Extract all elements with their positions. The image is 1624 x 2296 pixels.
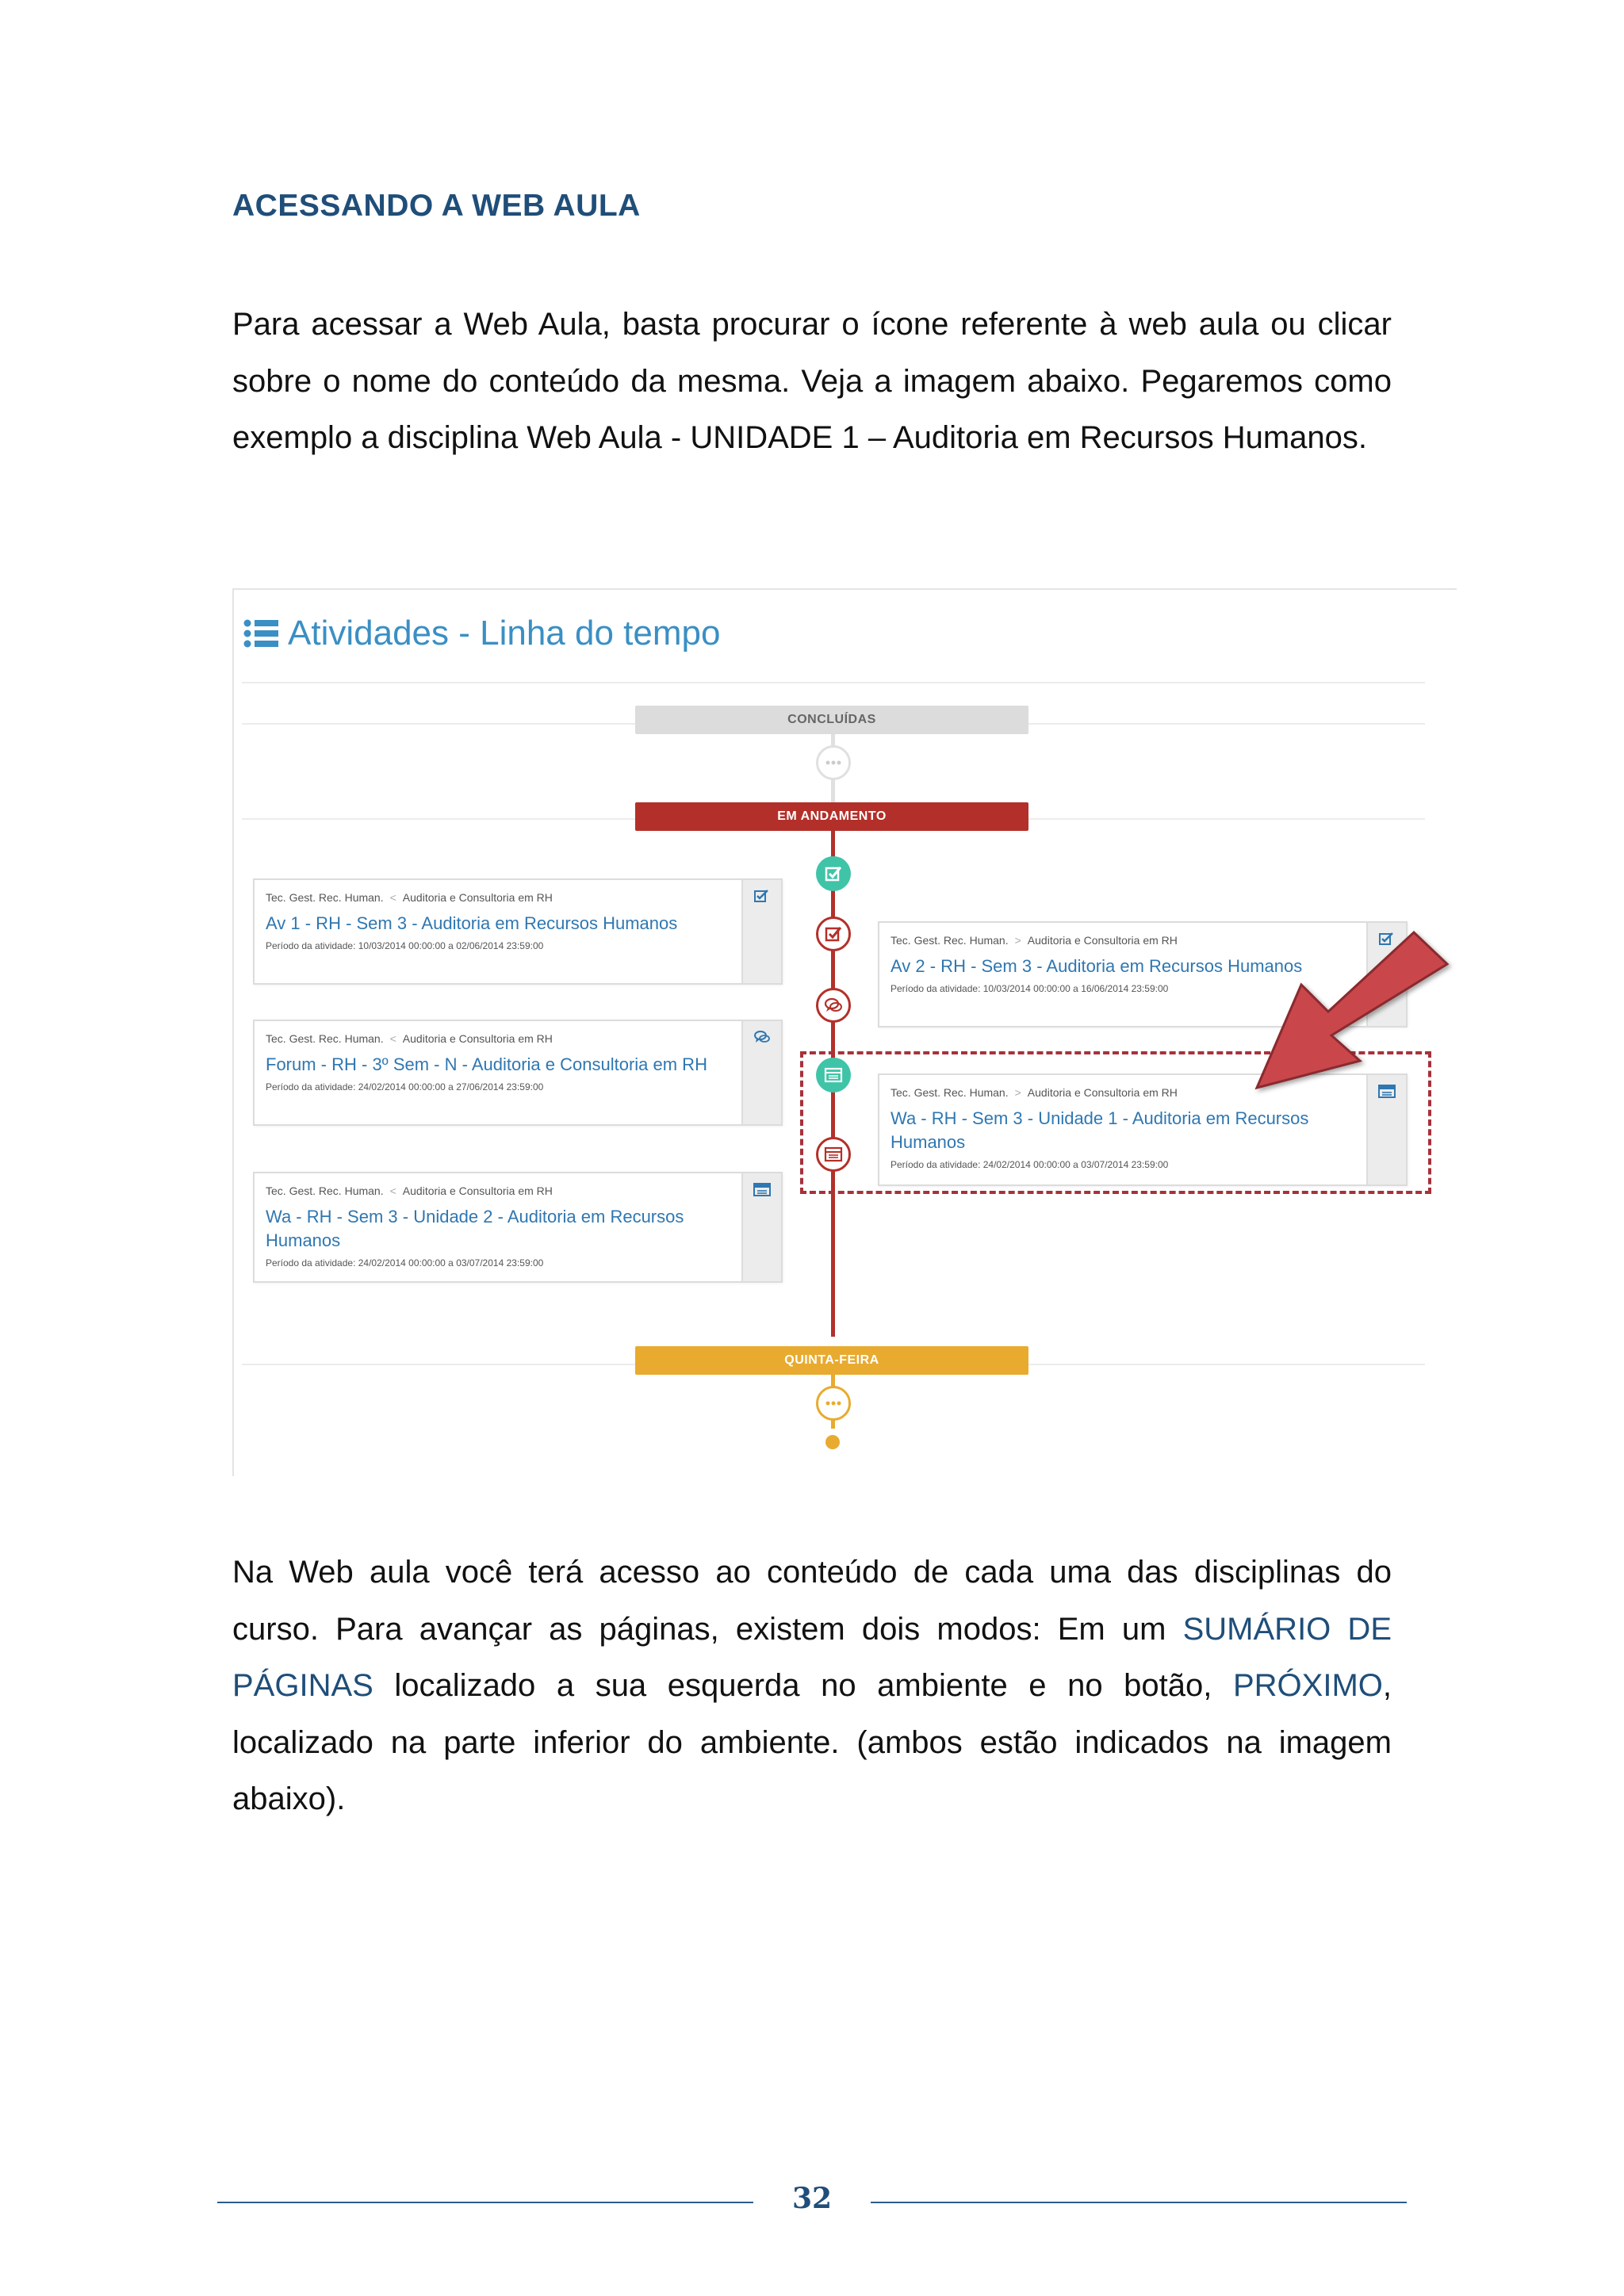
card-breadcrumb: Tec. Gest. Rec. Human. > Auditoria e Consultoria em RH bbox=[891, 1086, 1178, 1099]
activity-card[interactable] bbox=[253, 1172, 783, 1283]
card-title-link[interactable]: Wa - RH - Sem 3 - Unidade 2 - Auditoria em Recursos Humanos bbox=[266, 1207, 684, 1250]
activity-card[interactable] bbox=[253, 878, 783, 985]
navigation-paragraph: Na Web aula você terá acesso ao conteúdo de cada uma das disciplinas do curso. Para avançar as páginas, existem dois modos: Em um SUMÁRIO DE PÁGINAS localizado a sua esquerda no ambiente e no botão, PRÓXIMO, localizado na parte inferior do ambiente. (ambos estão indicados na imagem abaixo). bbox=[232, 1555, 1392, 1816]
next-highlight: PRÓXIMO bbox=[1232, 1668, 1383, 1703]
card-breadcrumb: Tec. Gest. Rec. Human. < Auditoria e Consultoria em RH bbox=[266, 1032, 553, 1045]
section-title: ACESSANDO A WEB AULA bbox=[232, 189, 641, 223]
check-node-icon[interactable] bbox=[816, 916, 851, 951]
card-period: Período da atividade: 24/02/2014 00:00:00 a 27/06/2014 23:59:00 bbox=[266, 1081, 544, 1093]
status-done-bar[interactable]: CONCLUÍDAS bbox=[635, 706, 1028, 734]
divider bbox=[242, 682, 1425, 683]
timeline-screenshot bbox=[232, 588, 1457, 1476]
activity-card[interactable] bbox=[253, 1020, 783, 1126]
card-title-link[interactable]: Av 2 - RH - Sem 3 - Auditoria em Recursos Humanos bbox=[891, 956, 1303, 976]
card-title-link[interactable]: Av 1 - RH - Sem 3 - Auditoria em Recursos Humanos bbox=[266, 913, 678, 933]
intro-paragraph: Para acessar a Web Aula, basta procurar o ícone referente à web aula ou clicar sobre o nome do conteúdo da mesma. Veja a imagem abaixo. Pegaremos como exemplo a disciplina Web Aula - UNIDADE 1 – Auditoria em Recursos Humanos. bbox=[232, 307, 1392, 455]
card-period: Período da atividade: 24/02/2014 00:00:00 a 03/07/2014 23:59:00 bbox=[891, 1159, 1169, 1170]
card-side[interactable] bbox=[741, 1173, 781, 1281]
timeline-header bbox=[243, 614, 720, 653]
chat-icon[interactable] bbox=[753, 1029, 772, 1045]
chat-node-icon[interactable] bbox=[816, 988, 851, 1023]
card-breadcrumb: Tec. Gest. Rec. Human. < Auditoria e Consultoria em RH bbox=[266, 891, 553, 904]
checkbox-icon[interactable] bbox=[753, 888, 772, 904]
status-day-bar[interactable]: QUINTA-FEIRA bbox=[635, 1346, 1028, 1375]
timeline-title: Atividades - Linha do tempo bbox=[288, 614, 721, 652]
card-breadcrumb: Tec. Gest. Rec. Human. > Auditoria e Consultoria em RH bbox=[891, 934, 1178, 947]
check-node-icon[interactable] bbox=[816, 856, 851, 891]
more-icon[interactable] bbox=[816, 1386, 851, 1421]
list-icon bbox=[243, 618, 278, 649]
timeline-end-dot bbox=[825, 1435, 840, 1449]
summary-highlight: SUMÁRIO DE PÁGINAS bbox=[232, 1611, 1392, 1703]
card-side[interactable] bbox=[741, 1021, 781, 1124]
status-in-progress-bar[interactable]: EM ANDAMENTO bbox=[635, 802, 1028, 831]
card-period: Período da atividade: 24/02/2014 00:00:00 a 03/07/2014 23:59:00 bbox=[266, 1257, 544, 1269]
more-icon[interactable] bbox=[816, 745, 851, 780]
card-period: Período da atividade: 10/03/2014 00:00:00 a 02/06/2014 23:59:00 bbox=[266, 940, 544, 951]
card-title-link[interactable]: Forum - RH - 3º Sem - N - Auditoria e Consultoria em RH bbox=[266, 1054, 707, 1074]
page-number: 32 bbox=[791, 2182, 833, 2215]
footer-line-right bbox=[871, 2202, 1407, 2203]
card-period: Período da atividade: 10/03/2014 00:00:00 a 16/06/2014 23:59:00 bbox=[891, 983, 1169, 994]
web-page-icon[interactable] bbox=[753, 1181, 772, 1197]
pointer-arrow-icon bbox=[1233, 929, 1463, 1112]
footer-line-left bbox=[217, 2202, 753, 2203]
card-side[interactable] bbox=[741, 880, 781, 983]
card-title-link[interactable]: Wa - RH - Sem 3 - Unidade 1 - Auditoria em Recursos Humanos bbox=[891, 1108, 1309, 1152]
card-breadcrumb: Tec. Gest. Rec. Human. < Auditoria e Consultoria em RH bbox=[266, 1184, 553, 1197]
